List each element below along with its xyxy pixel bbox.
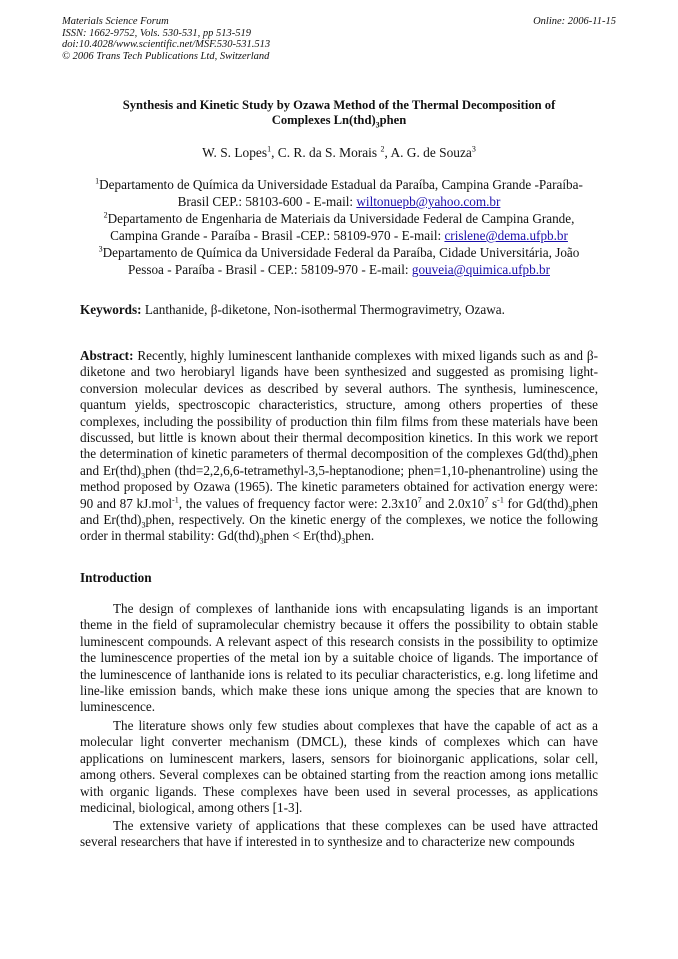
email-link[interactable]: gouveia@quimica.ufpb.br (411, 262, 550, 277)
title-line-1: Synthesis and Kinetic Study by Ozawa Method of the Thermal Decomposition of (122, 98, 556, 112)
abstract-text: for Gd(thd) (503, 495, 569, 511)
title-line-2 (90, 113, 588, 128)
abstract-text: s (488, 495, 498, 511)
affiliation-mark: 3 (98, 244, 103, 254)
copyright-line: © 2006 Trans Tech Publications Ltd, Switzerland (62, 50, 270, 62)
abstract-text: phen (thd=2,2,6,6-tetramethyl-3,5-heptanodione; phen=1,10-phenantroline) using the method proposed by Ozawa (1965). The kinetic parameters obtained for activation energy were: 90 and 87 kJ.mol (80, 462, 598, 511)
superscript: 7 (484, 495, 489, 505)
author-separator: , (271, 145, 278, 160)
subscript: 3 (568, 455, 573, 465)
author-affiliation-mark: 3 (471, 144, 476, 154)
superscript: 7 (417, 495, 422, 505)
email-link[interactable]: crislene@dema.ufpb.br (444, 228, 568, 243)
abstract-text: and 2.0x10 (421, 495, 485, 511)
journal-header (62, 16, 616, 62)
subscript: 3 (341, 537, 346, 547)
affiliation-text: Departamento de Química da Universidade Federal da Paraíba, Cidade Universitária, João Pessoa - Paraíba - Brasil - CEP.: 58109-970 - E-mail: (102, 245, 580, 277)
issn-line: ISSN: 1662-9752, Vols. 530-531, pp 513-519 (62, 27, 251, 39)
author-name: W. S. Lopes (202, 145, 268, 160)
superscript: -1 (172, 495, 179, 505)
author-name: C. R. da S. Morais (277, 145, 381, 160)
journal-name: Materials Science Forum (62, 16, 169, 27)
author-separator: , (384, 145, 391, 160)
subscript: 3 (141, 471, 146, 481)
abstract-text: , the values of frequency factor were: 2.3x10 (178, 495, 418, 511)
subscript: 3 (259, 537, 264, 547)
title-text-end: phen (379, 113, 407, 127)
abstract (80, 348, 598, 545)
affiliation-item (80, 210, 598, 244)
body-paragraph: The design of complexes of lanthanide ions with encapsulating ligands is an important theme in the field of supramolecular chemistry because it offers the possibility to obtain stable luminescent compounds. A relevant aspect of this research consists in the possibility to optimize the luminescence properties of the metal ion by a suitable choice of ligands. The importance of the luminescence of lanthanide ions is related to its peculiar characteristics, e.g. long lifetime and line-like emission bands, which make these ions unique among the species that are known to luminescence. (80, 601, 598, 715)
subscript: 3 (568, 504, 573, 514)
abstract-text: phen and Er(thd) (80, 446, 598, 478)
affiliation-mark: 1 (95, 176, 100, 186)
author-affiliation-mark: 2 (380, 144, 385, 154)
affiliation-text: Departamento de Química da Universidade Estadual da Paraíba, Campina Grande -Paraíba-Brasil CEP.: 58103-600 - E-mail: (99, 177, 583, 209)
title-subscript: 3 (375, 120, 380, 130)
abstract-text: Recently, highly luminescent lanthanide complexes with mixed ligands such as and β-diketone and two herobiaryl ligands have been synthesized and suggested as promising light-conversion molecular devices as described by several authors. The synthesis, luminescence, quantum yields, spectroscopic characteristics, structure, among others properties of these complexes, including the possibility of production thin film films from these materials have been discussed, but little is known about their thermal decomposition kinetics. In this work we report the determination of kinetic parameters of thermal decomposition of the complexes Gd(thd) (80, 348, 598, 462)
abstract-text: phen and Er(thd) (80, 495, 598, 528)
abstract-label: Abstract: (80, 348, 134, 363)
abstract-text: phen. (345, 528, 375, 544)
affiliation-item (80, 176, 598, 210)
keywords-text: Lanthanide, β-diketone, Non-isothermal Thermogravimetry, Ozawa. (141, 302, 505, 317)
body-paragraph: The extensive variety of applications that these complexes can be used have attracted several researchers that have if interested in to synthesize and to characterize new compounds (80, 818, 598, 850)
author-affiliation-mark: 1 (267, 144, 272, 154)
affiliation-item (80, 244, 598, 278)
keywords (80, 302, 600, 318)
affiliation-text: Departamento de Engenharia de Materiais da Universidade Federal de Campina Grande, Campina Grande - Paraíba - Brasil -CEP.: 58109-970 - E-mail: (107, 211, 575, 243)
author-list (80, 145, 598, 161)
author-name: A. G. de Souza (390, 145, 472, 160)
abstract-text: phen, respectively. On the kinetic energy of the complexes, we notice the following order in thermal stability: Gd(thd) (80, 512, 598, 544)
section-heading-introduction: Introduction (80, 570, 152, 585)
affiliations (80, 176, 598, 278)
online-date: Online: 2006-11-15 (533, 16, 616, 27)
email-link[interactable]: wiltonuepb@yahoo.com.br (356, 194, 501, 209)
affiliation-mark: 2 (103, 210, 108, 220)
doi-line: doi:10.4028/www.scientific.net/MSF.530-531.513 (62, 39, 271, 51)
superscript: -1 (497, 495, 504, 505)
paper-title (90, 98, 588, 128)
body-paragraph: The literature shows only few studies about complexes that have the capable of act as a molecular light converter mechanism (DMCL), these kinds of complexes which can have applications on luminescent markers, lasers, sensors for bioinorganic applications, solar cell, among others. Several complexes can be obtained starting from the reaction among ions metallic with organic ligands. These complexes have been used in several processes, as applications medicinal, biological, among others [1-3]. (80, 718, 598, 816)
abstract-text: phen < Er(thd) (263, 528, 342, 544)
title-text: Complexes Ln(thd) (271, 113, 376, 127)
keywords-label: Keywords: (80, 302, 142, 317)
subscript: 3 (141, 520, 146, 530)
